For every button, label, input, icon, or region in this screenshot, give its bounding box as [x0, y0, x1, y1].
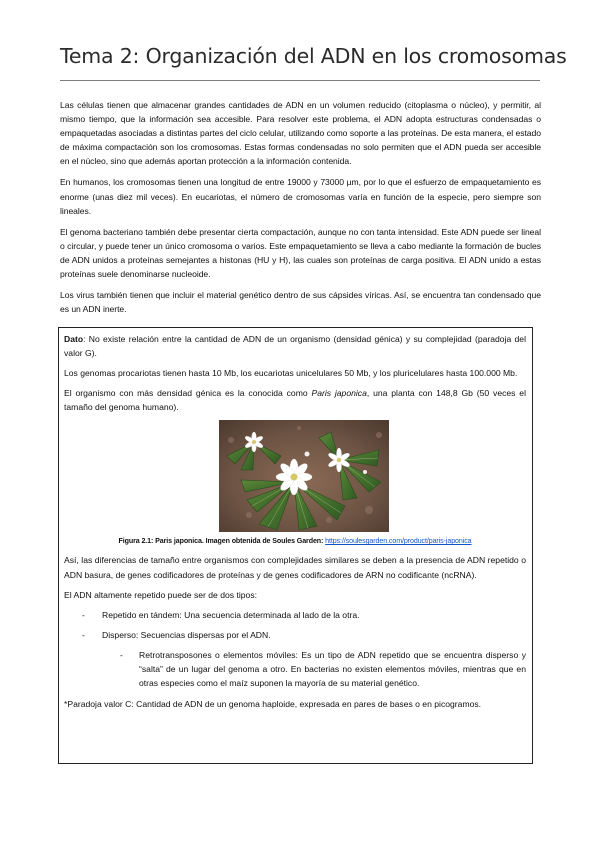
species-name: Paris japonica — [311, 388, 367, 399]
bullet-dash: - — [120, 649, 123, 660]
paragraph-2: En humanos, los cromosomas tienen una longitud de entre 19000 y 73000 µm, por lo que el esfuerzo de empaquetamiento es enorme (unas diez mil veces). En eucariotas, el número de cromosomas varía en función de la especie, pero siempre son lineales. — [60, 177, 541, 216]
sublist-item — [64, 648, 526, 690]
paris-japonica-photo — [219, 420, 389, 532]
flower-photo-icon — [219, 420, 389, 532]
body-text — [60, 98, 541, 323]
genome-sizes-paragraph: Los genomas procariotas tienen hasta 10 Mb, los eucariotas unicelulares 50 Mb, y los pluricelulares hasta 100.000 Mb. — [64, 368, 518, 379]
figure-caption — [64, 536, 526, 547]
page-title: Tema 2: Organización del ADN en los cromosomas — [60, 44, 567, 68]
paris-text-before: El organismo con más densidad génica es la conocida como — [64, 388, 312, 399]
paris-text-after: , una planta con 148,8 Gb (50 veces el tamaño del genoma humano). — [64, 388, 526, 413]
list-item — [64, 608, 526, 622]
repeated-dna-paragraph: Así, las diferencias de tamaño entre organismos con complejidades similares se deben a la presencia de ADN repetido o ADN basura, de genes codificadores de proteínas y de genes codificadores de ARN no codificante (ncRNA). — [64, 555, 526, 580]
types-intro: El ADN altamente repetido puede ser de dos tipos: — [64, 589, 257, 600]
title-divider — [60, 80, 540, 81]
paris-paragraph — [64, 386, 526, 414]
dato-text: : No existe relación entre la cantidad de ADN de un organismo (densidad génica) y su complejidad (paradoja del valor G). — [64, 334, 526, 359]
paragraph-3: El genoma bacteriano también debe presentar cierta compactación, aunque no con tanta intensidad. Este ADN puede ser lineal o circular, y puede tener un único cromosoma o varios. Este empaquetamiento se lleva a cabo mediante la formación de bucles de ADN unidos a proteínas semejantes a histonas (HU y H), las cuales son proteínas de carga positiva. El ADN unido a estas proteínas suele denominarse nucleoide. — [60, 226, 541, 280]
caption-link[interactable]: https://soulesgarden.com/product/paris-japonica — [325, 537, 472, 546]
sublist-item-text: Retrotransposones o elementos móviles: Es un tipo de ADN repetido que se encuentra disperso y “salta” de un lugar del genoma a otro. En bacterias no existen elementos móviles, mientras que en otras especies como el maíz suponen la mayoría de su material genético. — [139, 649, 526, 689]
footnote: *Paradoja valor C: Cantidad de ADN de un genoma haploide, expresada en pares de bases o en picogramos. — [64, 699, 482, 710]
dato-paragraph — [64, 332, 526, 360]
bullet-dash: - — [82, 629, 85, 640]
bullet-dash: - — [82, 609, 85, 620]
dato-box — [58, 327, 533, 764]
paragraph-1: Las células tienen que almacenar grandes cantidades de ADN en un volumen reducido (citoplasma o núcleo), y permitir, al mismo tiempo, que la información sea accesible. Para resolver este problema, el ADN adopta estructuras condensadas o empaquetadas asociadas a distintas partes del ciclo celular, utilizando como soporte a las proteínas. De esta manera, el estado de máxima compactación son los cromosomas. Estas formas condensadas no solo permiten que el ADN pueda ser accesible en el núcleo, sino que además aportan protección a la información contenida. — [60, 100, 541, 167]
paragraph-4: Los virus también tienen que incluir el material genético dentro de sus cápsides víricas. Así, se encuentra tan condensado que es un ADN inerte. — [60, 290, 541, 315]
dato-label: Dato — [64, 334, 84, 344]
caption-text: Figura 2.1: Paris japonica. Imagen obtenida de Soules Garden: — [118, 537, 326, 546]
list-item — [64, 628, 526, 642]
list-item-text: Disperso: Secuencias dispersas por el ADN. — [102, 629, 271, 640]
repeat-types-list — [64, 608, 526, 690]
list-item-text: Repetido en tándem: Una secuencia determinada al lado de la otra. — [102, 609, 360, 620]
